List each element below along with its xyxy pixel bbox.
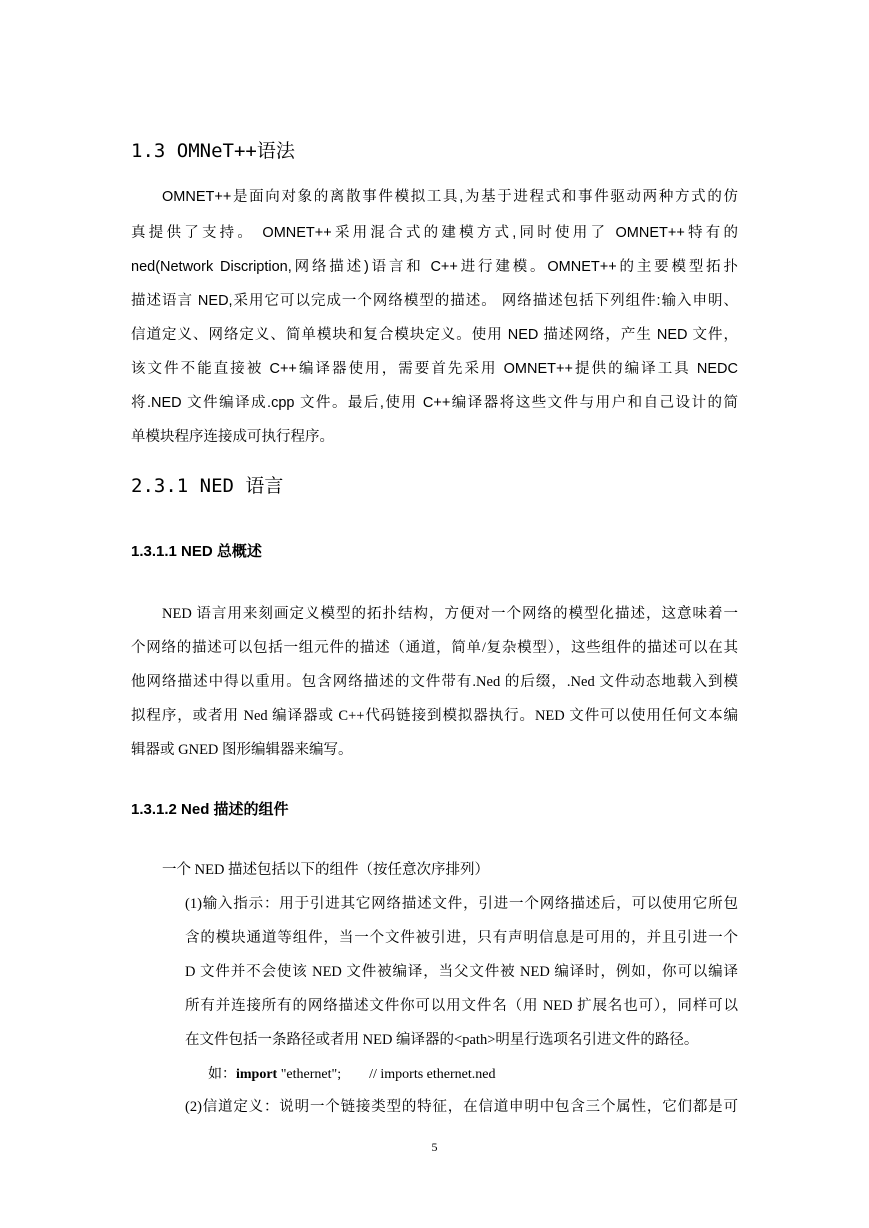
page-number: 5 [431,1140,438,1154]
subsection-heading-1-3-1-1: 1.3.1.1 NED 总概述 [131,543,262,560]
paragraph-line: 该文件不能直接被 C++编译器使用，需要首先采用 OMNET++提供的编译工具 NEDC [131,361,738,377]
list-item-line: 在文件包括一条路径或者用 NED 编译器的<path>明星行选项名引进文件的路径。 [185,1032,699,1048]
subsection-heading-1-3-1-2: 1.3.1.2 Ned 描述的组件 [131,801,289,818]
components-intro: 一个 NED 描述包括以下的组件（按任意次序排列） [162,862,490,878]
paragraph-line: 单模块程序连接成可执行程序。 [131,429,334,445]
example-prefix: 如： [208,1067,236,1082]
paragraph-line: 个网络的描述可以包括一组元件的描述（通道，简单/复杂模型），这些组件的描述可以在其 [131,640,738,656]
section-heading-2-3-1: 2.3.1 NED 语言 [131,475,284,497]
paragraph-line: 他网络描述中得以重用。包含网络描述的文件带有.Ned 的后缀，.Ned 文件动态地载入到模 [131,674,738,690]
list-item-line: (2)信道定义：说明一个链接类型的特征，在信道申明中包含三个属性，它们都是可 [185,1099,738,1115]
paragraph-line: 描述语言 NED,采用它可以完成一个网络模型的描述。 网络描述包括下列组件:输入申明、 [131,293,738,309]
list-item-line: 所有并连接所有的网络描述文件你可以用文件名（用 NED 扩展名也可），同样可以 [185,998,738,1014]
list-item-line: 含的模块通道等组件，当一个文件被引进，只有声明信息是可用的，并且引进一个 [185,930,738,946]
paragraph-line: NED 语言用来刻画定义模型的拓扑结构，方便对一个网络的模型化描述，这意味着一 [162,606,738,622]
import-keyword: import [236,1067,278,1082]
section-heading-1-3: 1.3 OMNeT++语法 [131,140,295,162]
paragraph-line: 拟程序，或者用 Ned 编译器或 C++代码链接到模拟器执行。NED 文件可以使用任何文本编 [131,708,738,724]
paragraph-line: 将.NED 文件编译成.cpp 文件。最后,使用 C++编译器将这些文件与用户和自己设计的简 [131,395,738,411]
import-string: "ethernet"; [280,1067,342,1082]
paragraph-line: 真提供了支持。 OMNET++采用混合式的建模方式,同时使用了 OMNET++特有的 [131,225,738,241]
paragraph-line: 辑器或 GNED 图形编辑器来编写。 [131,742,353,758]
list-item-line: D 文件并不会使该 NED 文件被编译，当父文件被 NED 编译时，例如，你可以编译 [185,964,738,980]
code-example [208,1063,495,1083]
paragraph-line: ned(Network Discription,网络描述)语言和 C++进行建模。OMNET++的主要模型拓扑 [131,259,738,275]
paragraph-line: OMNET++是面向对象的离散事件模拟工具,为基于进程式和事件驱动两种方式的仿 [162,189,738,205]
list-item-line: (1)输入指示：用于引进其它网络描述文件，引进一个网络描述后，可以使用它所包 [185,896,738,912]
code-comment: // imports ethernet.ned [369,1067,496,1082]
paragraph-line: 信道定义、网络定义、简单模块和复合模块定义。使用 NED 描述网络，产生 NED 文件， [131,327,738,343]
